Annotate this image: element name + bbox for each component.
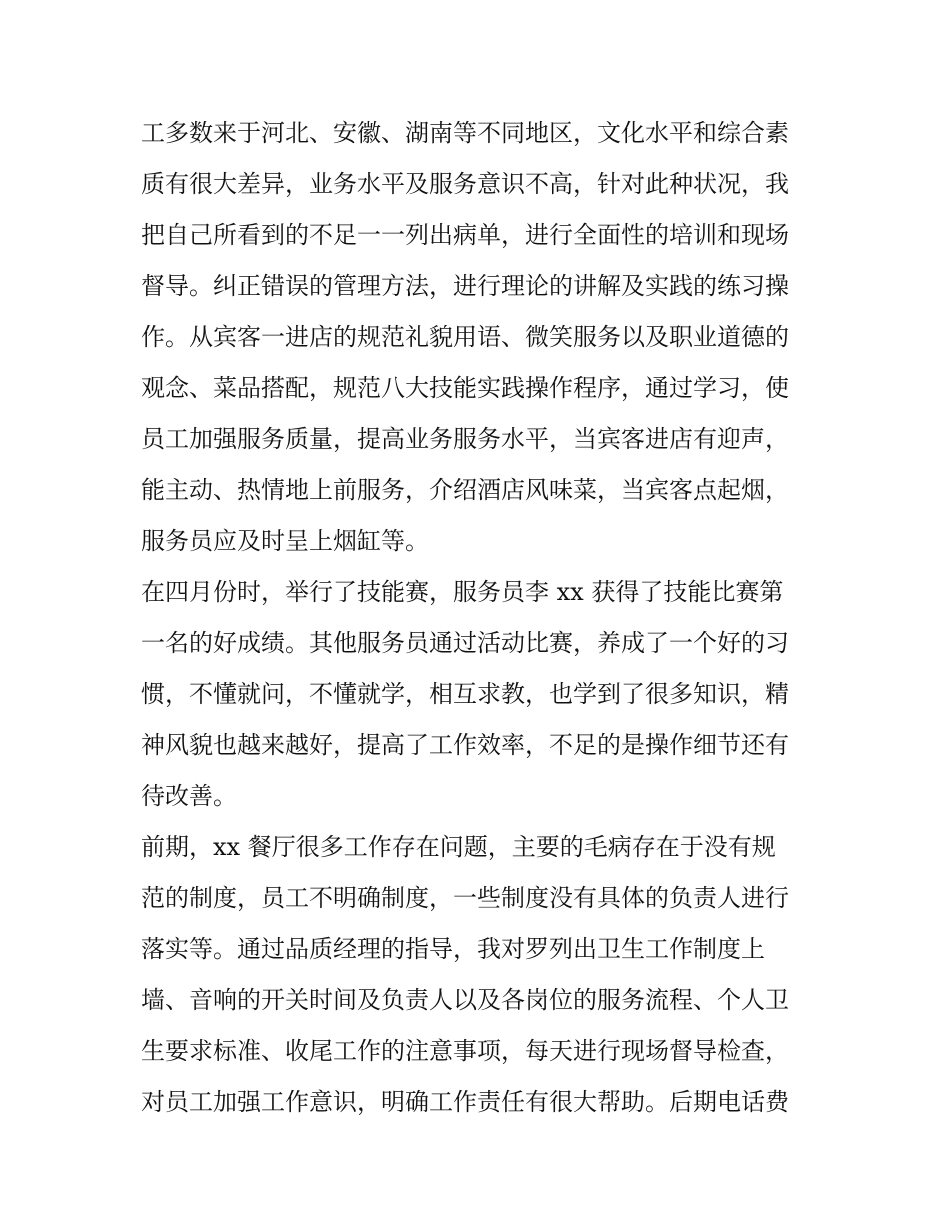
text-line: 范的制度，员工不明确制度，一些制度没有具体的负责人进行	[141, 884, 789, 912]
text-line: 在四月份时，举行了技能赛，服务员李 xx 获得了技能比赛第	[141, 578, 784, 606]
text-line: 工多数来于河北、安徽、湖南等不同地区，文化水平和综合素	[141, 119, 789, 147]
text-line: 员工加强服务质量，提高业务服务水平，当宾客进店有迎声，	[141, 425, 789, 453]
text-line: 督导。纠正错误的管理方法，进行理论的讲解及实践的练习操	[141, 272, 789, 300]
text-line: 服务员应及时呈上烟缸等。	[141, 527, 429, 555]
text-line: 观念、菜品搭配，规范八大技能实践操作程序，通过学习，使	[141, 374, 789, 402]
text-line: 能主动、热情地上前服务，介绍酒店风味菜，当宾客点起烟，	[141, 476, 789, 504]
text-line: 前期，xx 餐厅很多工作存在问题，主要的毛病存在于没有规	[141, 833, 776, 861]
text-line: 待改善。	[141, 782, 237, 810]
paragraph-staff-training	[141, 108, 813, 567]
text-line: 把自己所看到的不足一一列出病单，进行全面性的培训和现场	[141, 221, 789, 249]
text-line: 神风貌也越来越好，提高了工作效率，不足的是操作细节还有	[141, 731, 789, 759]
text-line: 一名的好成绩。其他服务员通过活动比赛，养成了一个好的习	[141, 629, 789, 657]
text-line: 质有很大差异，业务水平及服务意识不高，针对此种状况，我	[141, 170, 789, 198]
paragraph-skills-competition	[141, 567, 813, 822]
text-line: 生要求标准、收尾工作的注意事项，每天进行现场督导检查，	[141, 1037, 789, 1065]
document-body	[141, 108, 813, 1128]
text-line: 对员工加强工作意识，明确工作责任有很大帮助。后期电话费	[141, 1088, 789, 1116]
text-line: 落实等。通过品质经理的指导，我对罗列出卫生工作制度上	[141, 935, 765, 963]
text-line: 作。从宾客一进店的规范礼貌用语、微笑服务以及职业道德的	[141, 323, 789, 351]
text-line: 惯，不懂就问，不懂就学，相互求教，也学到了很多知识，精	[141, 680, 789, 708]
paragraph-restaurant-rules	[141, 822, 813, 1128]
text-line: 墙、音响的开关时间及负责人以及各岗位的服务流程、个人卫	[141, 986, 789, 1014]
